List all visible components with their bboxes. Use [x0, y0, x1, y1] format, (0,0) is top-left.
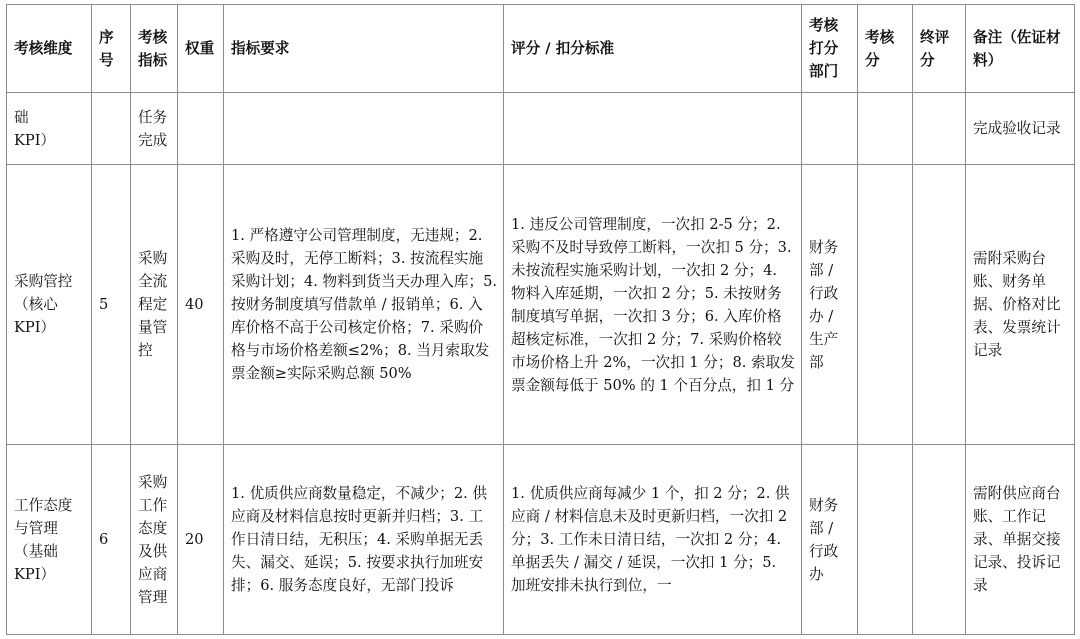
cell-indicator: 采购工作态度及供应商管理: [131, 445, 178, 635]
cell-weight: 20: [178, 445, 224, 635]
cell-score: [858, 93, 913, 165]
cell-requirement: [224, 93, 504, 165]
header-score: 考核分: [858, 5, 913, 93]
cell-department: 财务部 / 行政办: [802, 445, 858, 635]
cell-scoring: [504, 93, 802, 165]
header-seq: 序号: [92, 5, 131, 93]
cell-score: [858, 445, 913, 635]
header-dimension: 考核维度: [7, 5, 92, 93]
cell-final: [913, 445, 966, 635]
cell-final: [913, 165, 966, 445]
cell-final: [913, 93, 966, 165]
cell-dimension: 采购管控（核心 KPI）: [7, 165, 92, 445]
kpi-table: [6, 4, 1075, 635]
cell-indicator: 采购全流程定量管控: [131, 165, 178, 445]
cell-remark: 需附供应商台账、工作记录、单据交接记录、投诉记录: [966, 445, 1075, 635]
cell-scoring: 1. 违反公司管理制度，一次扣 2-5 分；2. 采购不及时导致停工断料，一次扣 5 分；3. 未按流程实施采购计划，一次扣 2 分；4. 物料入库延期，一次扣 2 分；5. 未按财务制度填写单据，一次扣 3 分；6. 入库价格超核定标准，一次扣 2 分；7. 采购价格较市场价格上升 2%，一次扣 1 分；8. 索取发票金额每低于 50% 的 1 个百分点，扣 1 分: [504, 165, 802, 445]
header-indicator: 考核指标: [131, 5, 178, 93]
cell-weight: [178, 93, 224, 165]
cell-indicator: 任务完成: [131, 93, 178, 165]
header-department: 考核打分部门: [802, 5, 858, 93]
cell-dimension: 工作态度与管理（基础 KPI）: [7, 445, 92, 635]
table-header-row: [7, 5, 1075, 93]
table-row: [7, 445, 1075, 635]
header-requirement: 指标要求: [224, 5, 504, 93]
cell-requirement: 1. 严格遵守公司管理制度，无违规；2. 采购及时，无停工断料；3. 按流程实施采购计划；4. 物料到货当天办理入库；5. 按财务制度填写借款单 / 报销单；6. 入库价格不高于公司核定价格；7. 采购价格与市场价格差额≤2%；8. 当月索取发票金额≥实际采购总额 50%: [224, 165, 504, 445]
cell-department: [802, 93, 858, 165]
header-weight: 权重: [178, 5, 224, 93]
cell-requirement: 1. 优质供应商数量稳定，不减少；2. 供应商及材料信息按时更新并归档；3. 工作日清日结，无积压；4. 采购单据无丢失、漏交、延误；5. 按要求执行加班安排；6. 服务态度良好，无部门投诉: [224, 445, 504, 635]
cell-remark: 完成验收记录: [966, 93, 1075, 165]
table-row: [7, 93, 1075, 165]
header-remark: 备注（佐证材料）: [966, 5, 1075, 93]
header-final: 终评分: [913, 5, 966, 93]
cell-seq: 6: [92, 445, 131, 635]
header-scoring: 评分 / 扣分标准: [504, 5, 802, 93]
table-row: [7, 165, 1075, 445]
cell-weight: 40: [178, 165, 224, 445]
cell-dimension: 础 KPI）: [7, 93, 92, 165]
cell-scoring: 1. 优质供应商每减少 1 个，扣 2 分；2. 供应商 / 材料信息未及时更新归档，一次扣 2 分；3. 工作未日清日结，一次扣 2 分；4. 单据丢失 / 漏交 / 延误，一次扣 1 分；5. 加班安排未执行到位，一: [504, 445, 802, 635]
cell-seq: 5: [92, 165, 131, 445]
cell-remark: 需附采购台账、财务单据、价格对比表、发票统计记录: [966, 165, 1075, 445]
cell-score: [858, 165, 913, 445]
cell-seq: [92, 93, 131, 165]
cell-department: 财务部 / 行政办 / 生产部: [802, 165, 858, 445]
